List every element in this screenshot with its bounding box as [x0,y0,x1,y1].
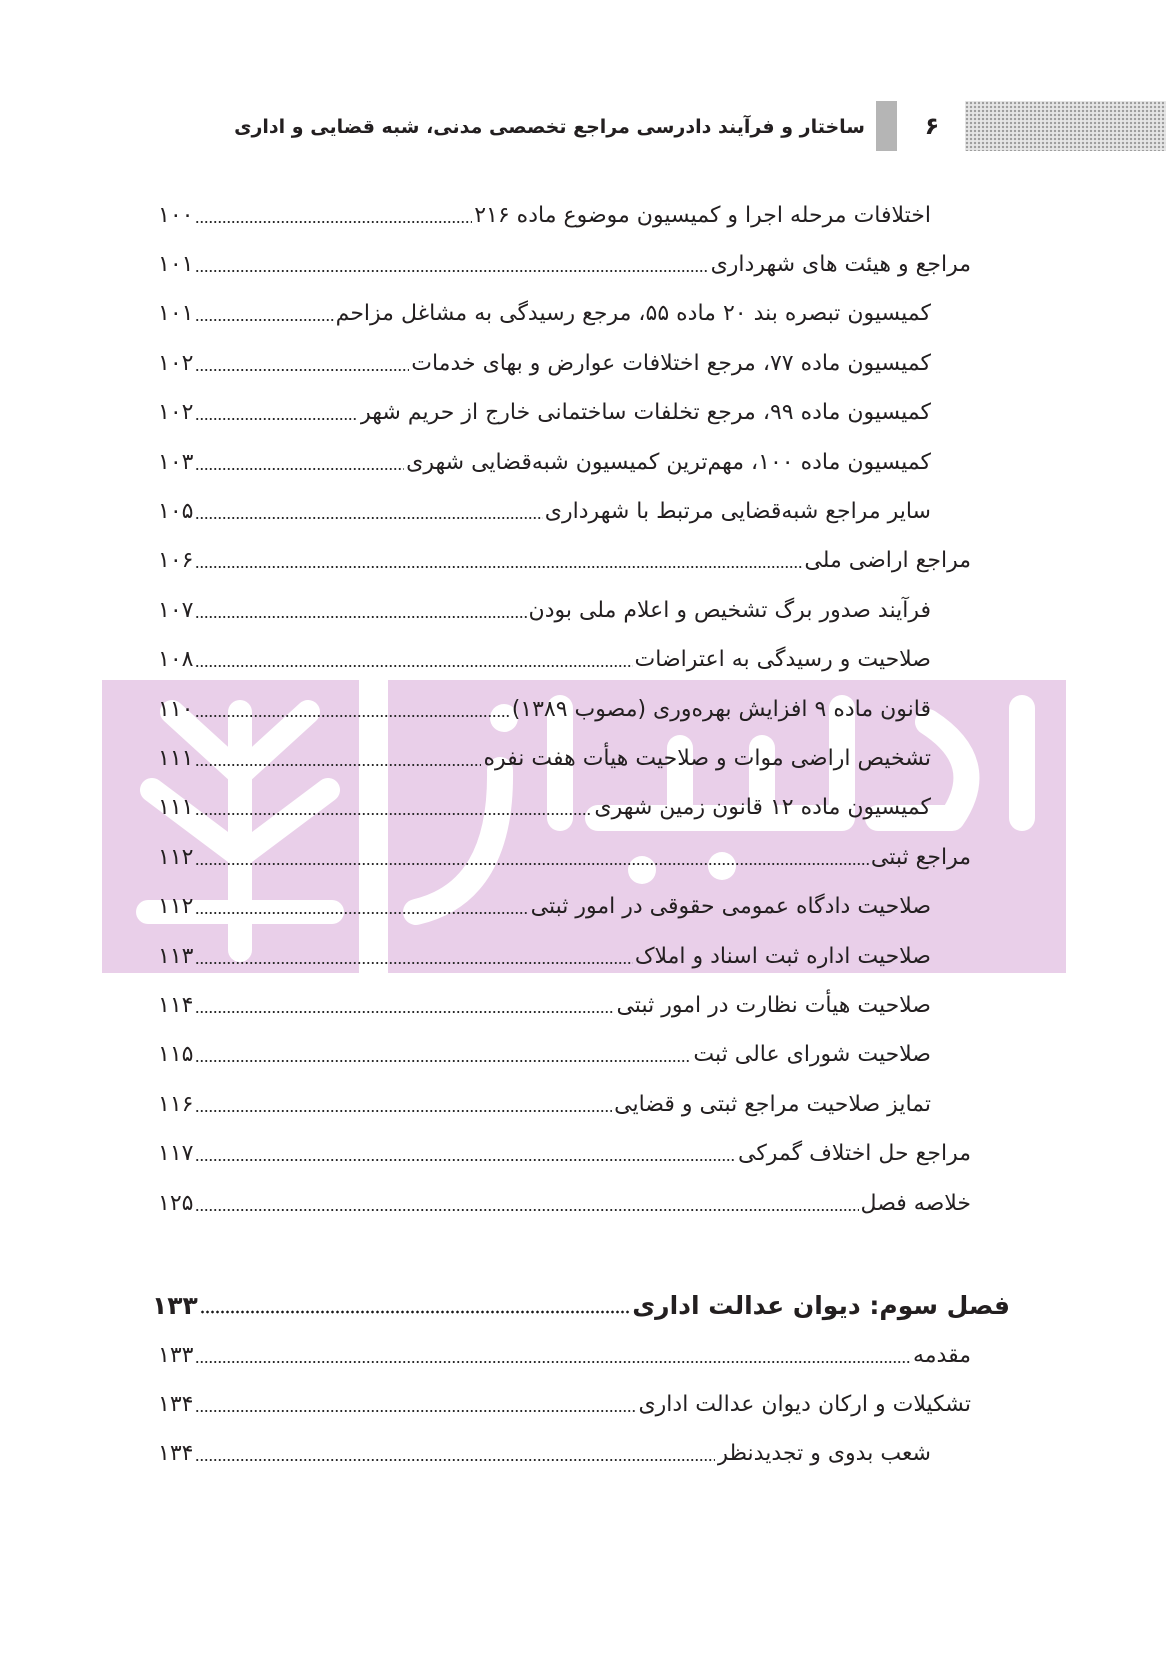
toc-entry-title: سایر مراجع شبه‌قضایی مرتبط با شهرداری [544,499,931,525]
toc-entry [158,191,931,240]
toc-entry [158,981,931,1030]
dot-leader [195,944,632,970]
toc-entry [158,636,931,685]
toc-section [158,1179,971,1228]
toc-entry-page: ۱۱۱ [158,745,194,771]
dot-leader [195,301,333,327]
dot-leader [195,499,542,525]
table-of-contents-chapter [0,1280,1166,1479]
dot-leader [195,795,592,821]
toc-entry-title: مراجع ثبتی [870,844,971,870]
toc-entry-title: صلاحیت اداره ثبت اسناد و املاک [634,943,931,969]
toc-entry [158,290,931,339]
toc-entry-title: خلاصه فصل [860,1190,971,1216]
toc-section [158,1129,971,1178]
toc-entry-page: ۱۱۲ [158,844,194,870]
toc-entry-title: کمیسیون ماده ۱۲ قانون زمین شهری [594,795,931,821]
toc-entry-page: ۱۱۷ [158,1141,194,1167]
dot-leader [195,203,472,229]
toc-entry [158,1031,931,1080]
toc-entry-title: صلاحیت و رسیدگی به اعتراضات [634,647,931,673]
page-number: ۶ [924,112,940,140]
toc-entry-title: مراجع حل اختلاف گمرکی [737,1141,971,1167]
toc-entry-title: صلاحیت شورای عالی ثبت [693,1042,931,1068]
toc-entry [158,882,931,931]
dot-leader [195,1092,612,1118]
dot-leader [195,894,528,920]
toc-entry [158,932,931,981]
dot-leader [195,252,708,278]
toc-entry [158,784,931,833]
toc-entry-title: صلاحیت هیأت نظارت در امور ثبتی [616,992,931,1018]
toc-section [158,537,971,586]
dot-leader [195,647,632,673]
toc-entry-page: ۱۱۲ [158,894,194,920]
toc-entry-title: کمیسیون ماده ۱۰۰، مهم‌ترین کمیسیون شبه‌قضایی شهری [406,449,931,475]
toc-entry-title: اختلافات مرحله اجرا و کمیسیون موضوع ماده ۲۱۶ [474,202,931,228]
dot-leader [200,1293,630,1319]
dot-leader [195,400,358,426]
toc-entry-page: ۱۳۳ [158,1342,194,1368]
toc-entry-page: ۱۰۵ [158,499,194,525]
dot-leader [195,993,614,1019]
toc-entry-page: ۱۱۶ [158,1091,194,1117]
dot-leader [195,1191,858,1217]
dot-leader [195,1441,715,1467]
toc-entry-page: ۱۲۵ [158,1190,194,1216]
toc-entry-page: ۱۰۳ [158,449,194,475]
toc-entry-title: کمیسیون ماده ۷۷، مرجع اختلافات عوارض و بهای خدمات [411,350,931,376]
toc-section [158,1331,971,1380]
toc-entry-page: ۱۰۱ [158,252,194,278]
dot-leader [195,1141,736,1167]
toc-entry-title: تشکیلات و ارکان دیوان عدالت اداری [638,1392,971,1418]
toc-chapter-heading [152,1280,1010,1331]
dot-leader [195,697,509,723]
toc-entry-page: ۱۱۱ [158,795,194,821]
dot-leader [195,1343,911,1369]
dot-leader [195,746,481,772]
toc-entry-title: مقدمه [912,1342,971,1368]
dot-leader [195,351,409,377]
dot-leader [195,548,802,574]
toc-section [158,1380,971,1429]
toc-entry-page: ۱۰۲ [158,400,194,426]
toc-entry [158,734,931,783]
dot-leader [195,450,404,476]
toc-entry-page: ۱۱۳ [158,943,194,969]
toc-entry-title: تشخیص اراضی موات و صلاحیت هیأت هفت نفره [483,745,931,771]
toc-entry-page: ۱۱۴ [158,992,194,1018]
toc-entry [158,586,931,635]
toc-entry-page: ۱۰۷ [158,597,194,623]
toc-entry-page: ۱۰۱ [158,301,194,327]
toc-entry [158,685,931,734]
toc-chapter-title: فصل سوم: دیوان عدالت اداری [632,1290,1010,1320]
toc-entry-title: مراجع و هیئت های شهرداری [710,252,971,278]
toc-entry-page: ۱۰۸ [158,647,194,673]
toc-section [158,833,971,882]
toc-entry [158,487,931,536]
toc-entry-title: کمیسیون ماده ۹۹، مرجع تخلفات ساختمانی خارج از حریم شهر [360,400,931,426]
dot-leader [195,845,868,871]
toc-entry-page: ۱۱۵ [158,1042,194,1068]
toc-entry-page: ۱۰۰ [158,202,194,228]
dot-leader [195,1042,691,1068]
toc-entry-title: صلاحیت دادگاه عمومی حقوقی در امور ثبتی [530,894,931,920]
toc-entry [158,438,931,487]
toc-entry [158,1080,931,1129]
running-title: ساختار و فرآیند دادرسی مراجع تخصصی مدنی، شبه قضایی و اداری [234,116,865,138]
toc-entry-page: ۱۰۶ [158,548,194,574]
toc-chapter-page: ۱۳۳ [152,1290,198,1320]
toc-entry-page: ۱۳۴ [158,1392,194,1418]
dot-leader [195,1392,636,1418]
toc-entry-title: فرآیند صدور برگ تشخیص و اعلام ملی بودن [528,597,931,623]
header-divider-bar [876,101,897,151]
toc-entry-title: کمیسیون تبصره بند ۲۰ ماده ۵۵، مرجع رسیدگی به مشاغل مزاحم [335,301,931,327]
toc-entry-title: تمایز صلاحیت مراجع ثبتی و قضایی [614,1091,931,1117]
toc-entry [158,389,931,438]
dot-leader [195,598,526,624]
header-pattern-block [965,101,1166,151]
toc-entry [158,339,931,388]
toc-entry-page: ۱۰۲ [158,350,194,376]
table-of-contents [0,191,1166,1228]
toc-entry-title: شعب بدوی و تجدیدنظر [717,1441,931,1467]
toc-entry-title: قانون ماده ۹ افزایش بهره‌وری (مصوب ۱۳۸۹) [511,696,931,722]
toc-entry [158,1430,931,1479]
toc-entry-page: ۱۳۴ [158,1441,194,1467]
toc-entry-title: مراجع اراضی ملی [804,548,971,574]
toc-entry-page: ۱۱۰ [158,696,194,722]
toc-section [158,240,971,289]
